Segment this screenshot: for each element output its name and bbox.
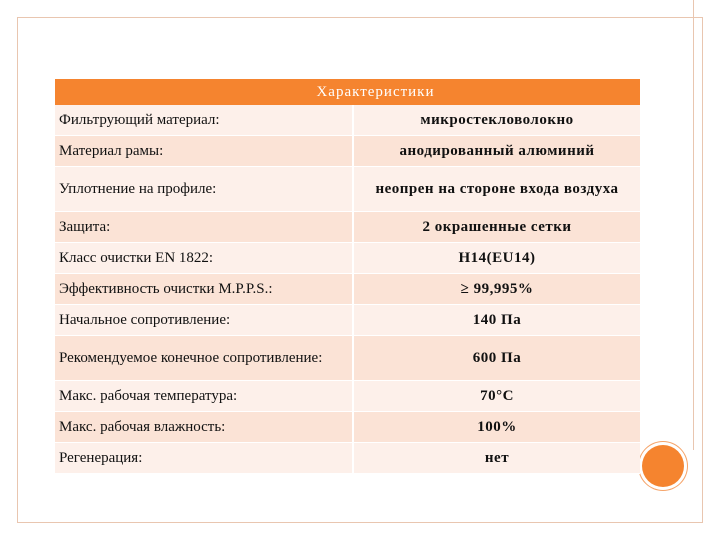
table-row	[55, 274, 640, 305]
table-row	[55, 105, 640, 136]
table-row	[55, 305, 640, 336]
table-row	[55, 167, 640, 212]
row-label: Материал рамы:	[55, 136, 353, 167]
table-row	[55, 412, 640, 443]
specifications-table	[55, 79, 640, 474]
row-label: Эффективность очистки M.P.P.S.:	[55, 274, 353, 305]
row-label: Регенерация:	[55, 443, 353, 474]
table-row	[55, 381, 640, 412]
decorative-circle	[642, 445, 684, 487]
table-row	[55, 336, 640, 381]
table-row	[55, 243, 640, 274]
row-value: нет	[353, 443, 640, 474]
row-label: Защита:	[55, 212, 353, 243]
table-row	[55, 136, 640, 167]
row-label: Фильтрующий материал:	[55, 105, 353, 136]
row-value: 100%	[353, 412, 640, 443]
row-value: 140 Па	[353, 305, 640, 336]
row-value: 600 Па	[353, 336, 640, 381]
row-value: 2 окрашенные сетки	[353, 212, 640, 243]
table-row	[55, 443, 640, 474]
row-value: H14(EU14)	[353, 243, 640, 274]
row-label: Уплотнение на профиле:	[55, 167, 353, 212]
table-header-row	[55, 79, 640, 105]
table-row	[55, 212, 640, 243]
decorative-line	[693, 0, 694, 450]
table-body	[55, 105, 640, 474]
row-value: ≥ 99,995%	[353, 274, 640, 305]
row-label: Макс. рабочая температура:	[55, 381, 353, 412]
row-label: Класс очистки EN 1822:	[55, 243, 353, 274]
row-label: Макс. рабочая влажность:	[55, 412, 353, 443]
row-label: Рекомендуемое конечное сопротивление:	[55, 336, 353, 381]
table-header: Характеристики	[55, 79, 640, 105]
row-value: анодированный алюминий	[353, 136, 640, 167]
row-value: 70°C	[353, 381, 640, 412]
row-value: неопрен на стороне входа воздуха	[353, 167, 640, 212]
row-value: микростекловолокно	[353, 105, 640, 136]
row-label: Начальное сопротивление:	[55, 305, 353, 336]
